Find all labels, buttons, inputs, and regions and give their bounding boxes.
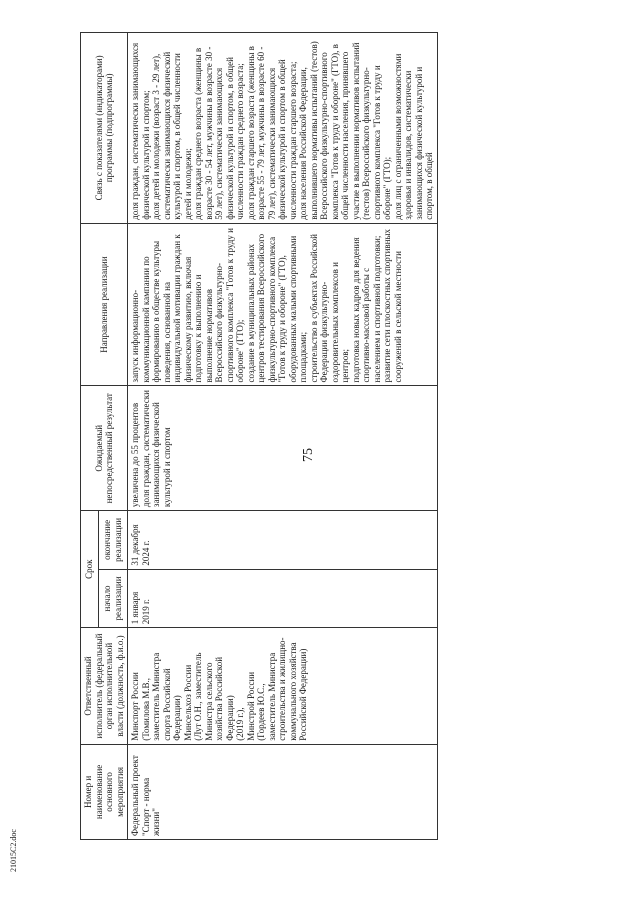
cell-event: Федеральный проект "Спорт - норма жизни" [128, 744, 438, 839]
header-start: начало реализации [98, 569, 127, 628]
executor-line: заместитель Министра строительства и жилищно-коммунального хозяйства Российской Федерации) [266, 637, 308, 741]
program-events-table [80, 32, 438, 840]
executor-line: (Гордеев Ю.С., [256, 683, 266, 741]
page-number: 75 [301, 448, 316, 462]
direction-item: строительство в субъектах Российской Федерации физкультурно-оздоровительных комплексов и центров; [308, 234, 350, 383]
cell-indicators [128, 33, 438, 224]
header-executor: Ответственный исполнитель (федеральный орган исполнительной власти (должность, ф.и.о.) [81, 628, 128, 745]
executor-line: Минстрой России [245, 671, 256, 741]
executor-line: (Лут О.Н., заместитель Министра сельского хозяйства Российской Федерации) [193, 652, 235, 741]
executor-line: (Томилова М.В., [140, 678, 151, 741]
indicator-item: доля граждан, систематически занимающихся физической культурой и спортом; [130, 42, 151, 220]
header-period: Срок [81, 511, 99, 628]
cell-end: 31 декабря 2024 г. [128, 511, 438, 570]
cell-result: увеличена до 55 процентов доля граждан, систематически занимающихся физической культурой и спортом [128, 386, 438, 511]
cell-executor [128, 628, 438, 745]
table-header-row [81, 33, 99, 840]
header-directions: Направления реализации [81, 223, 128, 386]
direction-item: подготовка новых кадров для ведения спортивно-массовой работы с населением и спортивной подготовки; [350, 235, 382, 383]
footer-file-code: 21015C2.doc [8, 829, 18, 872]
indicator-item: доля граждан среднего возраста (женщины в возрасте 30 - 54 лет, мужчины в возрасте 30 - 59 лет), систематически занимающихся физической культурой и спортом, в общей численности граждан среднего возраста; [193, 46, 245, 220]
indicator-item: доля граждан старшего возраста (женщины в возрасте 55 - 79 лет, мужчины в возрасте 60 - 79 лет), систематически занимающихся физической культурой и спортом в общей численности граждан старшего возраста; [245, 46, 298, 220]
executor-line: Минспорт России [130, 672, 140, 741]
table-row [128, 33, 438, 840]
cell-start: 1 января 2019 г. [128, 569, 438, 628]
header-event: Номер и наименование основного мероприятия [81, 744, 128, 839]
cell-directions [128, 223, 438, 386]
indicator-item: доля детей и молодежи (возраст 3 - 29 лет), систематически занимающихся физической культурой и спортом, в общей численности детей и молодежи; [151, 51, 193, 220]
direction-item: запуск информационно-коммуникационной кампании по формированию в обществе культуры поведения, основанной на индивидуальной мотивации граждан к физическому развитию, включая подготовку к выполнению и выполнение нормативов Всероссийского физкультурно-спортивного комплекса "Готов к труду и обороне" (ГТО); [130, 228, 245, 383]
executor-line: (2019 г.), [235, 707, 245, 741]
indicator-item: доля лиц с ограниченными возможностями здоровья и инвалидов, систематически занимающихся физической культурой и спортом, в общей [392, 53, 434, 220]
direction-item: развитие сети плоскостных спортивных сооружений в сельской местности [382, 228, 403, 383]
indicator-item: доля населения Российской Федерации, выполнившего нормативы испытаний (тестов) Всероссийского физкультурно-спортивного комплекса "Готов к труду и обороне" (ГТО), в общей численности населения, принявшего участие в выполнении нормативов испытаний (тестов) Всероссийского физкультурно-спортивного комплекса "Готов к труду и обороне" (ГТО); [298, 41, 392, 220]
direction-item: создание в муниципальных районах центров тестирования Всероссийского физкультурно-спортивного комплекса "Готов к труду и обороне" (ГТО), оборудованных малыми спортивными площадками; [245, 233, 308, 383]
header-result: Ожидаемый непосредственный результат [81, 386, 128, 511]
header-end: окончание реализации [98, 511, 127, 570]
rotated-table-container [80, 32, 570, 840]
header-indicators: Связь с показателями (индикаторами) программы (подпрограммы) [81, 33, 128, 224]
executor-line: Минсельхоз России [182, 664, 193, 741]
executor-line: заместитель Министра спорта Российской Федерации) [151, 652, 182, 741]
